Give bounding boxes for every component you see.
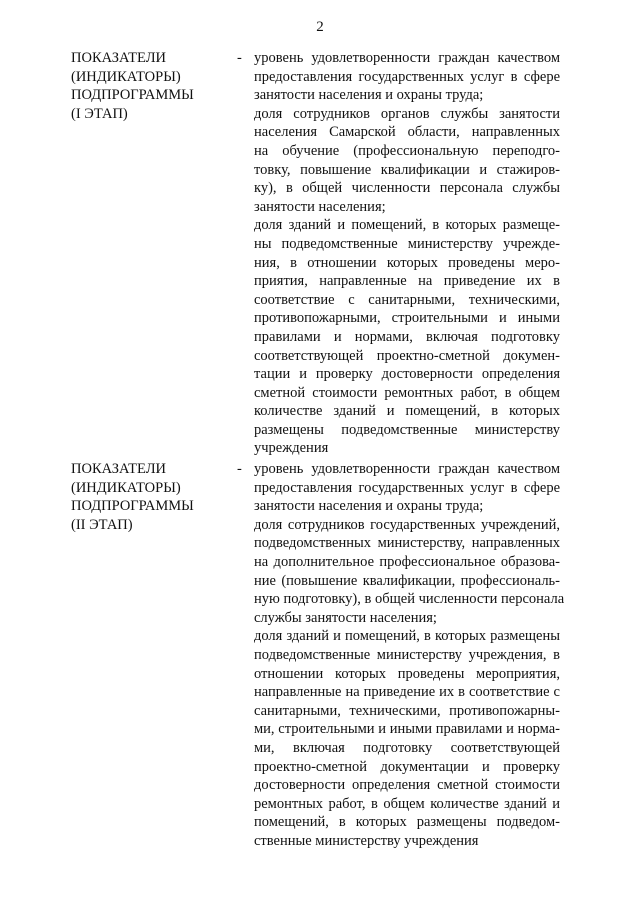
text-line: противопожарными, строительными и иными (254, 310, 560, 327)
section-heading (71, 460, 231, 534)
text-line: приятия, направленные на приведение их в (254, 273, 560, 290)
text-line: достоверности определения сметной стоимости (254, 777, 560, 794)
text-line: ми, включая подготовку соответствующей (254, 739, 560, 756)
text-line: ную подготовку), в общей численности персонала (254, 591, 565, 608)
heading-line: (ИНДИКАТОРЫ) (71, 479, 181, 496)
text-line: занятости населения; (254, 198, 386, 215)
text-line: помещений, в которых размещены подведом- (254, 814, 560, 831)
text-line: предоставления государственных услуг в сфере (254, 68, 560, 85)
text-line: направленные на приведение их в соответствие с (254, 684, 560, 701)
text-line: подведомственных министерству, направленных (254, 535, 560, 552)
text-line: соответствие с санитарными, техническими, (254, 291, 560, 308)
heading-line: ПОКАЗАТЕЛИ (71, 50, 167, 66)
text-line: ку), в общей численности персонала службы (254, 180, 560, 197)
text-line: уровень удовлетворенности граждан качеством (254, 50, 560, 66)
text-line: учреждения (254, 440, 329, 457)
list-dash: - (237, 461, 242, 477)
section-body-text (254, 460, 565, 850)
text-line: ремонтных работ, в общем количестве зданий и (254, 795, 560, 812)
text-line: санитарными, техническими, противопожарны- (254, 702, 560, 719)
text-line: ми, строительными и иными правилами и норма- (254, 721, 560, 738)
text-line: размещены подведомственные министерству (254, 421, 560, 438)
text-line: доля сотрудников государственных учреждений, (254, 516, 560, 533)
text-line: проектно-сметной документации и проверку (254, 758, 560, 775)
heading-line: ПОДПРОГРАММЫ (71, 498, 194, 515)
text-line: правилами и нормами, включая подготовку (254, 328, 560, 345)
text-line: на дополнительное профессиональное образова- (254, 553, 560, 570)
text-line: уровень удовлетворенности граждан качеством (254, 461, 560, 477)
text-line: предоставления государственных услуг в сфере (254, 479, 560, 496)
text-line: доля сотрудников органов службы занятости (254, 105, 560, 122)
text-line: ственные министерству учреждения (254, 832, 479, 849)
heading-line: (II ЭТАП) (71, 516, 133, 533)
text-line: ние (повышение квалификации, профессиональ- (254, 572, 560, 589)
text-line: соответствующей проектно-сметной докумен- (254, 347, 560, 364)
text-line: ны подведомственные министерству учрежде- (254, 235, 560, 252)
list-dash: - (237, 50, 242, 66)
heading-line: ПОДПРОГРАММЫ (71, 87, 194, 104)
section-body-text (254, 49, 560, 458)
text-line: доля зданий и помещений, в которых размеще- (254, 217, 560, 234)
text-line: товку, повышение квалификации и стажиров- (254, 161, 560, 178)
heading-line: (ИНДИКАТОРЫ) (71, 68, 181, 85)
page-number: 2 (316, 19, 324, 35)
text-line: сметной стоимости ремонтных работ, в общем (254, 384, 560, 401)
section-heading (71, 49, 231, 123)
text-line: занятости населения и охраны труда; (254, 498, 484, 515)
text-line: населения Самарской области, направленных (254, 124, 560, 141)
text-line: подведомственные министерству учреждения, в (254, 646, 560, 663)
heading-line: (I ЭТАП) (71, 105, 128, 122)
text-line: тации и проверку достоверности определения (254, 366, 560, 383)
text-line: службы занятости населения; (254, 609, 437, 626)
text-line: ния, в отношении которых проведены меро- (254, 254, 560, 271)
text-line: количестве зданий и помещений, в которых (254, 403, 560, 420)
text-line: отношении которых проведены мероприятия, (254, 665, 560, 682)
heading-line: ПОКАЗАТЕЛИ (71, 461, 167, 477)
text-line: на обучение (профессиональную переподго- (254, 142, 560, 159)
text-line: доля зданий и помещений, в которых размещены (254, 628, 560, 645)
text-line: занятости населения и охраны труда; (254, 87, 484, 104)
